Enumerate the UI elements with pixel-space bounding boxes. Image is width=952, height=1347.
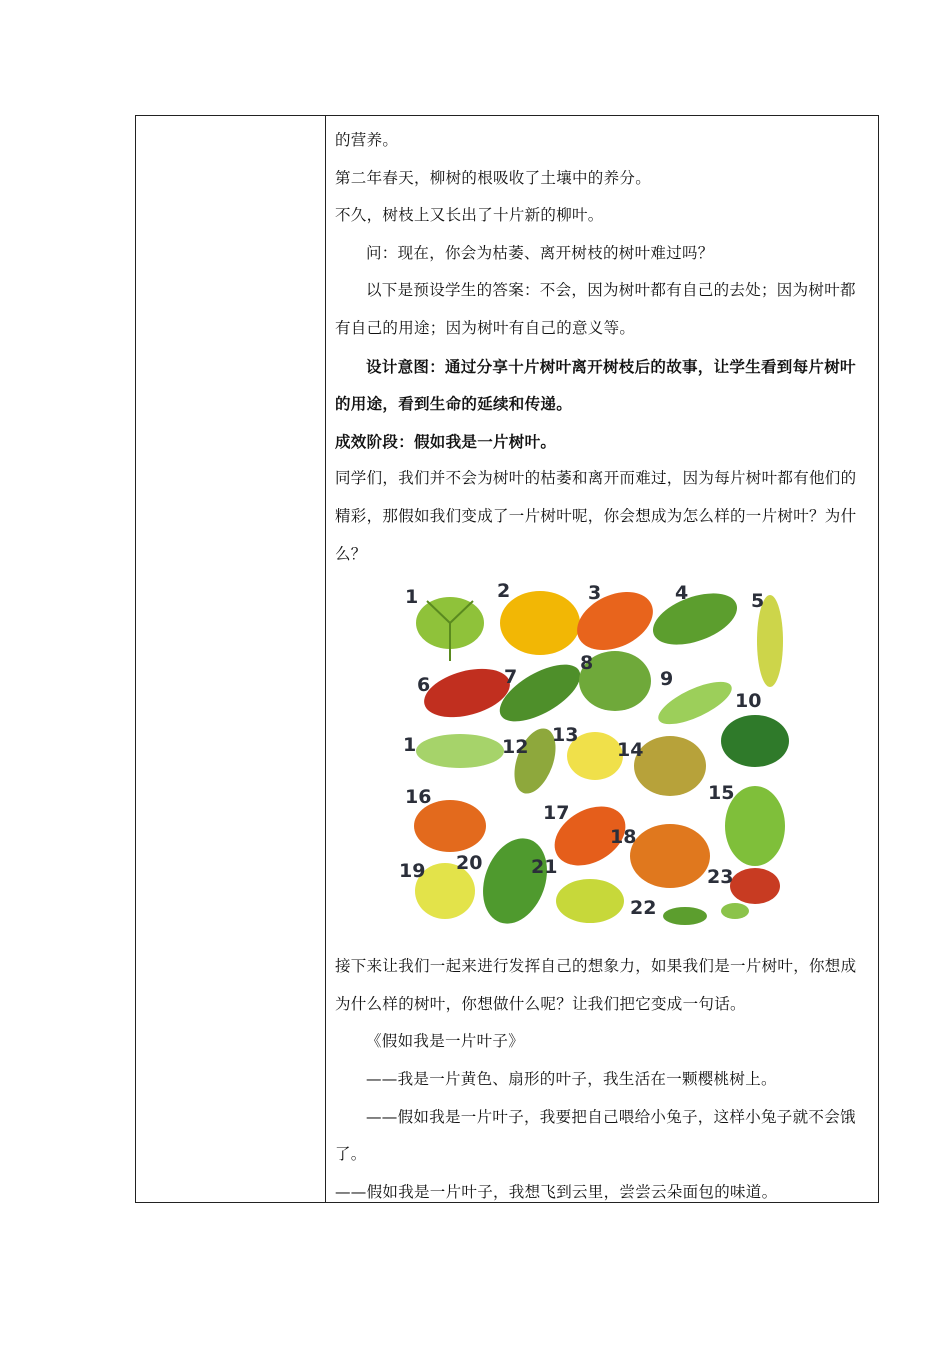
leaf-label-18: 18 bbox=[610, 826, 637, 849]
leaf-label-11: 1 bbox=[403, 734, 417, 757]
leaf-label-8: 8 bbox=[580, 652, 594, 675]
leaf-11 bbox=[416, 734, 504, 768]
leaf-label-3: 3 bbox=[588, 582, 602, 605]
table-left-cell bbox=[136, 116, 326, 1202]
leaf-label-23: 23 bbox=[707, 866, 734, 889]
leaf-2 bbox=[500, 591, 580, 655]
leaf-label-21: 21 bbox=[531, 856, 558, 879]
leaf-label-17: 17 bbox=[543, 802, 570, 825]
leaf-label-7: 7 bbox=[504, 666, 518, 689]
poem-title: 《假如我是一片叶子》 bbox=[366, 1032, 525, 1051]
question-paragraph: 问：现在，你会为枯萎、离开树枝的树叶难过吗？ bbox=[366, 243, 714, 262]
design-intent-paragraph: 设计意图：通过分享十片树叶离开树枝后的故事，让学生看到每片树叶的用途，看到生命的延续和传递。 bbox=[335, 356, 856, 414]
table-right-cell bbox=[326, 116, 878, 1202]
stage-heading: 成效阶段：假如我是一片树叶。 bbox=[335, 431, 557, 451]
leaf-18 bbox=[630, 824, 710, 888]
paragraph-8: 同学们，我们并不会为树叶的枯萎和离开而难过，因为每片树叶都有他们的精彩，那假如我们变成了一片树叶呢，你会想成为怎么样的一片树叶？为什么？ bbox=[335, 469, 857, 563]
leaf-label-4: 4 bbox=[675, 582, 689, 605]
leaf-label-22: 22 bbox=[630, 897, 657, 920]
leaf-label-14: 14 bbox=[617, 739, 644, 762]
leaf-21 bbox=[556, 879, 624, 923]
example-sentence-3: ——假如我是一片叶子，我想飞到云里，尝尝云朵面包的味道。 bbox=[335, 1182, 778, 1201]
paragraph-3: 不久，树枝上又长出了十片新的柳叶。 bbox=[335, 206, 604, 225]
lesson-table bbox=[135, 115, 879, 1203]
paragraph-9: 接下来让我们一起来进行发挥自己的想象力，如果我们是一片树叶，你想成为什么样的树叶，你想做什么呢？让我们把它变成一句话。 bbox=[335, 957, 857, 1013]
leaf-14 bbox=[634, 736, 706, 796]
leaf-label-15: 15 bbox=[708, 782, 735, 805]
leaf-label-2: 2 bbox=[497, 580, 511, 603]
leaves-figure bbox=[335, 573, 870, 948]
paragraph-1: 的营养。 bbox=[335, 131, 399, 149]
example-sentence-2: ——假如我是一片叶子，我要把自己喂给小兔子，这样小兔子就不会饿了。 bbox=[335, 1107, 856, 1164]
leaves-illustration bbox=[399, 580, 797, 933]
example-sentence-1: ——我是一片黄色、扇形的叶子，我生活在一颗樱桃树上。 bbox=[366, 1069, 777, 1088]
leaf-label-16: 16 bbox=[405, 786, 432, 809]
leaf-22 bbox=[663, 907, 707, 925]
leaf-label-9: 9 bbox=[660, 668, 674, 691]
answer-paragraph: 以下是预设学生的答案：不会，因为树叶都有自己的去处；因为树叶都有自己的用途；因为树叶有自己的意义等。 bbox=[335, 281, 856, 337]
leaf-label-20: 20 bbox=[456, 852, 483, 875]
leaf-label-19: 19 bbox=[399, 860, 426, 883]
leaf-label-12: 12 bbox=[502, 736, 529, 759]
leaf-label-5: 5 bbox=[751, 590, 765, 613]
leaf-label-6: 6 bbox=[417, 674, 431, 697]
leaf-label-10: 10 bbox=[735, 690, 762, 713]
leaf-10 bbox=[721, 715, 789, 767]
leaf-label-1: 1 bbox=[405, 586, 419, 609]
leaf-label-13: 13 bbox=[552, 724, 579, 747]
paragraph-2: 第二年春天，柳树的根吸收了土壤中的养分。 bbox=[335, 168, 652, 187]
